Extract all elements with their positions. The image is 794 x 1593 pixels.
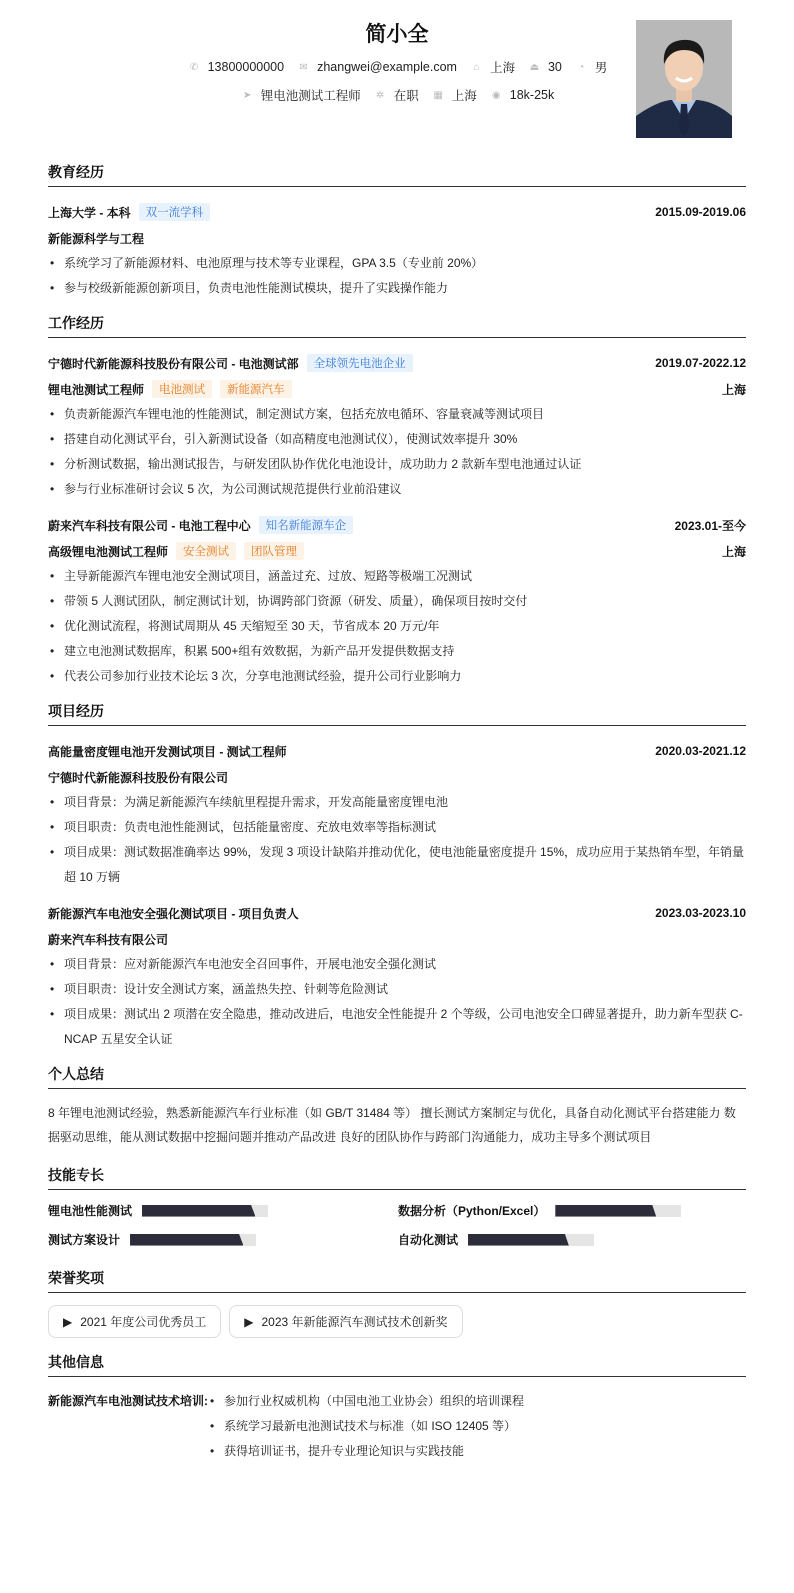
projects-section [48,701,746,1052]
skill-item [48,1231,398,1248]
skill-name: 数据分析（Python/Excel） [398,1204,546,1218]
project-company: 蔚来汽车科技有限公司 [48,932,169,947]
education-section [48,162,746,301]
company-name: 蔚来汽车科技有限公司 - 电池工程中心 [48,518,251,533]
list-item: • 优化测试流程，将测试周期从 45 天缩短至 30 天，节省成本 20 万元/年 [48,614,746,639]
list-item: • 建立电池测试数据库，积累 500+组有效数据，为新产品开发提供数据支持 [48,639,746,664]
summary-text: 8 年锂电池测试经验，熟悉新能源汽车行业标准（如 GB/T 31484 等） 擅长测试方案制定与优化，具备自动化测试平台搭建能力 数据驱动思维，能从测试数据中挖掘问题并推动产品改进 良好的团队协作与跨部门沟通能力，成功主导多个测试项目 [48,1106,736,1144]
salary-info [491,88,554,102]
section-title-awards: 荣誉奖项 [48,1268,746,1293]
other-entry [48,1389,746,1464]
section-title-projects: 项目经历 [48,701,746,726]
award-text: 2023 年新能源汽车测试技术创新奖 [261,1315,448,1329]
job-role: 锂电池测试工程师 [48,382,145,397]
gender-icon: ◔ [578,61,585,73]
triangle-right-icon: ▶ [244,1314,254,1329]
school-name: 上海大学 - 本科 [48,205,131,220]
skill-item [398,1231,748,1248]
section-title-education: 教育经历 [48,162,746,187]
skill-bar [555,1205,681,1217]
list-item: • 分析测试数据，输出测试报告，与研发团队协作优化电池设计，成功助力 2 款新车型电池通过认证 [48,452,746,477]
phone-text: 13800000000 [207,60,285,74]
list-item: • 参加行业权威机构（中国电池工业协会）组织的培训课程 [208,1389,524,1414]
work-bullets [48,402,746,502]
education-bullets [48,251,746,301]
skill-bar-fill [468,1234,569,1246]
list-item: • 代表公司参加行业技术论坛 3 次，分享电池测试经验，提升公司行业影响力 [48,664,746,689]
company-name: 宁德时代新能源科技股份有限公司 - 电池测试部 [48,356,299,371]
job-role: 高级锂电池测试工程师 [48,544,169,559]
project-bullets [48,952,746,1052]
skill-bar-fill [555,1205,656,1217]
job-target-text: 锂电池测试工程师 [260,89,361,103]
email-info [298,60,457,74]
award-chip [48,1305,221,1338]
other-section [48,1352,746,1464]
section-title-work: 工作经历 [48,313,746,338]
target-city-info [433,86,477,104]
section-title-summary: 个人总结 [48,1064,746,1089]
project-date: 2020.03-2021.12 [655,744,746,758]
list-item: • 参与行业标准研讨会议 5 次，为公司测试规范提供行业前沿建议 [48,477,746,502]
skill-item [48,1202,398,1219]
project-bullets [48,790,746,890]
list-item: • 项目职责：负责电池性能测试，包括能量密度、充放电效率等指标测试 [48,815,746,840]
age-text: 30 [547,60,562,74]
list-item: • 搭建自动化测试平台，引入新测试设备（如高精度电池测试仪），使测试效率提升 30% [48,427,746,452]
awards-section [48,1268,746,1338]
list-item: • 负责新能源汽车锂电池的性能测试，制定测试方案，包括充放电循环、容量衰减等测试项目 [48,402,746,427]
section-title-other: 其他信息 [48,1352,746,1377]
contact-row-1 [128,58,668,76]
list-item: • 项目职责：设计安全测试方案，涵盖热失控、针刺等危险测试 [48,977,746,1002]
list-item: • 系统学习了新能源材料、电池原理与技术等专业课程，GPA 3.5（专业前 20%） [48,251,746,276]
project-entry [48,900,746,1052]
work-entry [48,512,746,689]
award-text: 2021 年度公司优秀员工 [80,1315,207,1329]
list-item: • 获得培训证书，提升专业理论知识与实践技能 [208,1439,524,1464]
role-tag: 电池测试 [152,380,212,398]
role-tag: 团队管理 [244,542,304,560]
portrait-icon [636,20,732,138]
salary-icon: ◉ [491,89,501,101]
status-text: 在职 [393,89,419,103]
list-item: • 带领 5 人测试团队，制定测试计划，协调跨部门资源（研发、质量），确保项目按时交付 [48,589,746,614]
work-date: 2023.01-至今 [674,518,746,533]
project-date: 2023.03-2023.10 [655,906,746,920]
building-icon: ▦ [433,89,443,101]
job-target-info [242,86,361,104]
phone-info [189,60,284,74]
list-item: • 参与校级新能源创新项目，负责电池性能测试模块，提升了实践操作能力 [48,276,746,301]
skill-bar [130,1234,256,1246]
skill-bar-fill [142,1205,255,1217]
gender-info [576,58,608,76]
list-item: • 主导新能源汽车锂电池安全测试项目，涵盖过充、过放、短路等极端工况测试 [48,564,746,589]
project-title: 新能源汽车电池安全强化测试项目 - 项目负责人 [48,906,299,921]
home-icon: ⌂ [473,61,480,73]
list-item: • 系统学习最新电池测试技术与标准（如 ISO 12405 等） [208,1414,524,1439]
avatar-photo [636,20,732,138]
awards-list [48,1305,746,1338]
skill-bar [468,1234,594,1246]
education-date: 2015.09-2019.06 [655,205,746,219]
list-item: • 项目背景：应对新能源汽车电池安全召回事件，开展电池安全强化测试 [48,952,746,977]
mail-icon: ✉ [299,61,308,73]
skill-item [398,1202,748,1219]
contact-row-2 [128,86,668,104]
city-info [471,58,515,76]
company-tag: 全球领先电池企业 [307,354,413,372]
send-icon: ➤ [243,89,252,101]
list-item: • 项目成果：测试数据准确率达 99%，发现 3 项设计缺陷并推动优化，使电池能量密度提升 15%，成功应用于某热销车型，年销量超 10 万辆 [48,840,746,890]
city-text: 上海 [489,61,515,75]
company-tag: 知名新能源车企 [259,516,354,534]
work-entry [48,350,746,502]
salary-text: 18k-25k [509,88,555,102]
status-icon: ✲ [376,89,385,101]
candidate-name: 简小全 [365,23,429,46]
age-icon: ⏏ [529,61,540,73]
work-date: 2019.07-2022.12 [655,356,746,370]
education-entry [48,199,746,301]
training-label: 新能源汽车电池测试技术培训: [48,1394,208,1408]
resume-header [48,0,746,150]
skill-name: 测试方案设计 [48,1233,121,1247]
list-item: • 项目成果：测试出 2 项潜在安全隐患，推动改进后，电池安全性能提升 2 个等级，公司电池安全口碑显著提升，助力新车型获 C-NCAP 五星安全认证 [48,1002,746,1052]
school-tag: 双一流学科 [139,203,211,221]
work-bullets [48,564,746,689]
project-title: 高能量密度锂电池开发测试项目 - 测试工程师 [48,744,287,759]
work-location: 上海 [721,544,746,559]
section-title-skills: 技能专长 [48,1165,746,1190]
email-text: zhangwei@example.com [317,60,457,74]
role-tag: 新能源汽车 [220,380,292,398]
list-item: • 项目背景：为满足新能源汽车续航里程提升需求，开发高能量密度锂电池 [48,790,746,815]
gender-text: 男 [594,61,608,75]
major-name: 新能源科学与工程 [48,231,145,246]
summary-section [48,1064,746,1149]
skills-grid [48,1202,746,1248]
role-tag: 安全测试 [176,542,236,560]
project-entry [48,738,746,890]
age-info [529,60,562,74]
status-info [375,86,419,104]
skill-name: 锂电池性能测试 [48,1204,133,1218]
training-bullets [208,1389,524,1464]
phone-icon: ✆ [189,61,199,73]
skill-name: 自动化测试 [398,1233,459,1247]
target-city-text: 上海 [451,89,477,103]
skill-bar [142,1205,268,1217]
project-company: 宁德时代新能源科技股份有限公司 [48,770,229,785]
work-section [48,313,746,689]
award-chip [229,1305,462,1338]
skills-section [48,1165,746,1248]
triangle-right-icon: ▶ [63,1314,73,1329]
skill-bar-fill [130,1234,243,1246]
work-location: 上海 [721,382,746,397]
